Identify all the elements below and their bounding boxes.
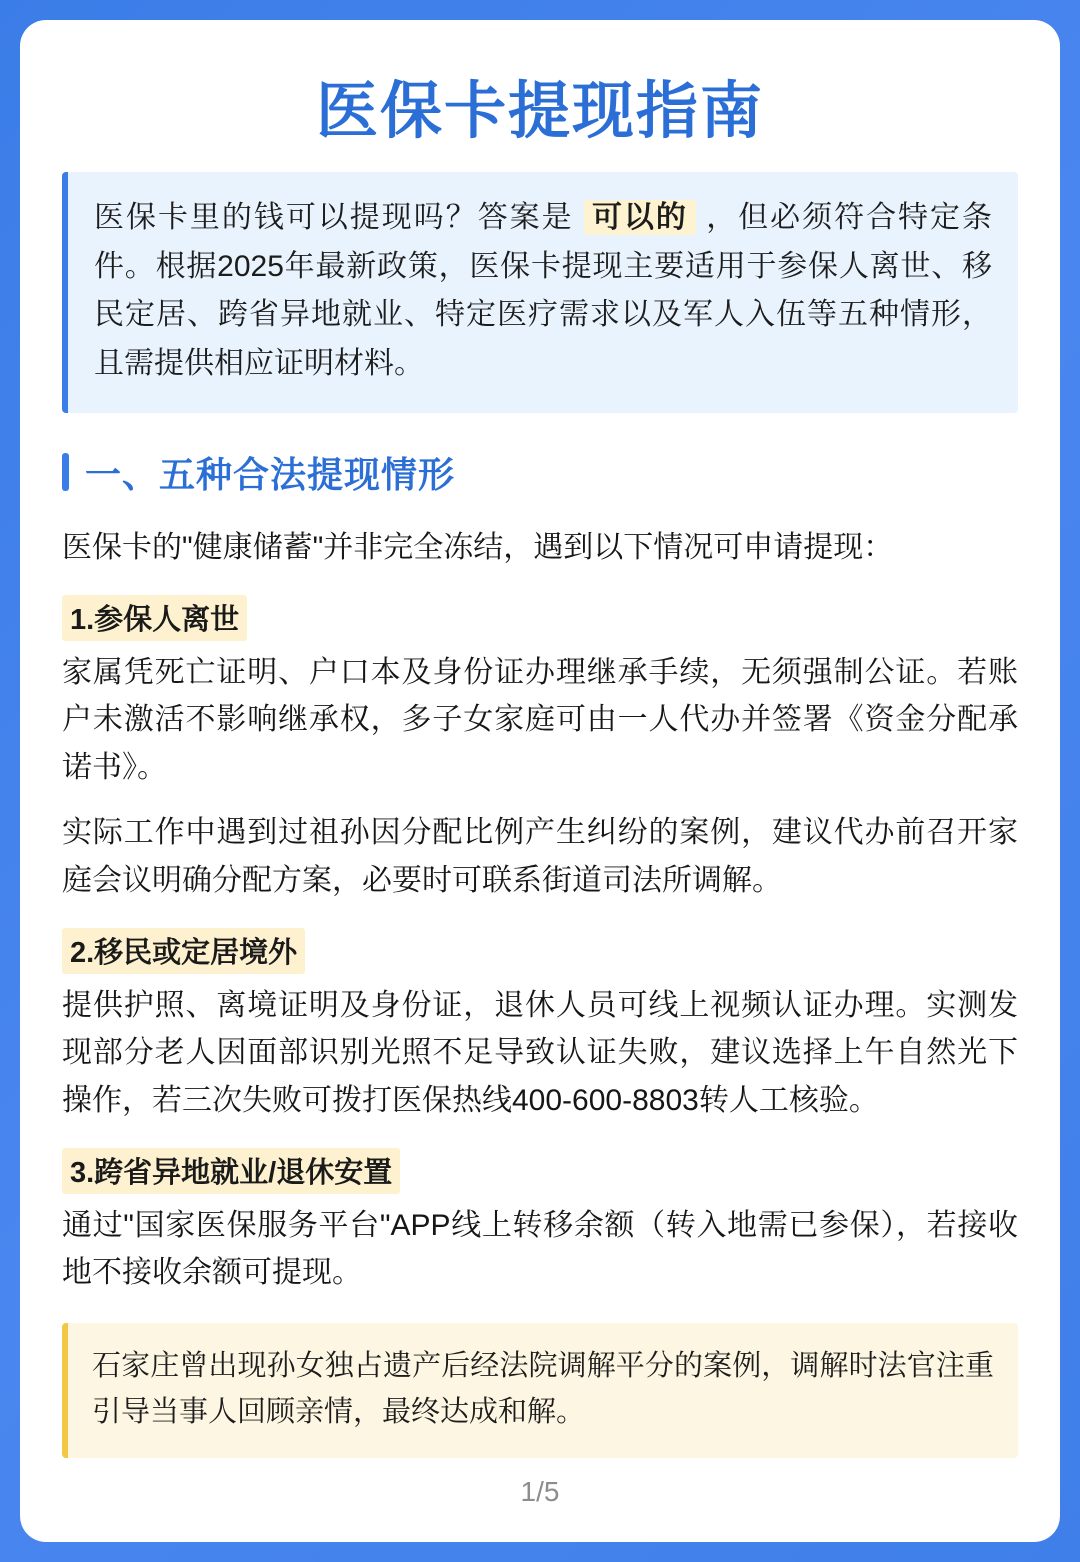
intro-highlight: 可以的 [584,200,696,235]
section-accent-bar [62,453,69,491]
item-1-paragraph-1: 家属凭死亡证明、户口本及身份证办理继承手续，无须强制公证。若账户未激活不影响继承权，多子女家庭可由一人代办并签署《资金分配承诺书》。 [62,655,1018,784]
page-indicator: 1/5 [520,1476,560,1507]
intro-text-before: 医保卡里的钱可以提现吗？答案是 [94,201,574,235]
section-heading-text: 一、五种合法提现情形 [85,453,456,495]
intro-text-after: ，但必须符合特定条件。根据2025年最新政策，医保卡提现主要适用于参保人离世、移民定居、跨省异地就业、特定医疗需求以及军人入伍等五种情形，且需提供相应证明材料。 [94,201,993,380]
section-heading [62,447,1018,498]
list-item [62,589,1018,904]
item-3-paragraph-1: 通过"国家医保服务平台"APP线上转移余额（转入地需已参保），若接收地不接收余额可提现。 [62,1209,1018,1290]
content-card [20,20,1060,1542]
item-label-2: 2.移民或定居境外 [62,928,305,974]
intro-callout [62,172,1018,412]
item-1-paragraph-2: 实际工作中遇到过祖孙因分配比例产生纠纷的案例，建议代办前召开家庭会议明确分配方案，必要时可联系街道司法所调解。 [62,816,1018,897]
note-text: 石家庄曾出现孙女独占遗产后经法院调解平分的案例，调解时法官注重引导当事人回顾亲情，最终达成和解。 [92,1349,994,1429]
page-title: 医保卡提现指南 [315,77,764,146]
note-callout [62,1323,1018,1458]
item-label-3: 3.跨省异地就业/退休安置 [62,1148,400,1194]
item-label-1: 1.参保人离世 [62,595,247,641]
list-item [62,1142,1018,1297]
intro-text [94,194,992,388]
list-item [62,922,1018,1124]
section-lead: 医保卡的"健康储蓄"并非完全冻结，遇到以下情况可申请提现： [62,530,894,564]
item-2-paragraph-1: 提供护照、离境证明及身份证，退休人员可线上视频认证办理。实测发现部分老人因面部识别光照不足导致认证失败，建议选择上午自然光下操作，若三次失败可拨打医保热线400-600-8803转人工核验。 [62,988,1018,1117]
